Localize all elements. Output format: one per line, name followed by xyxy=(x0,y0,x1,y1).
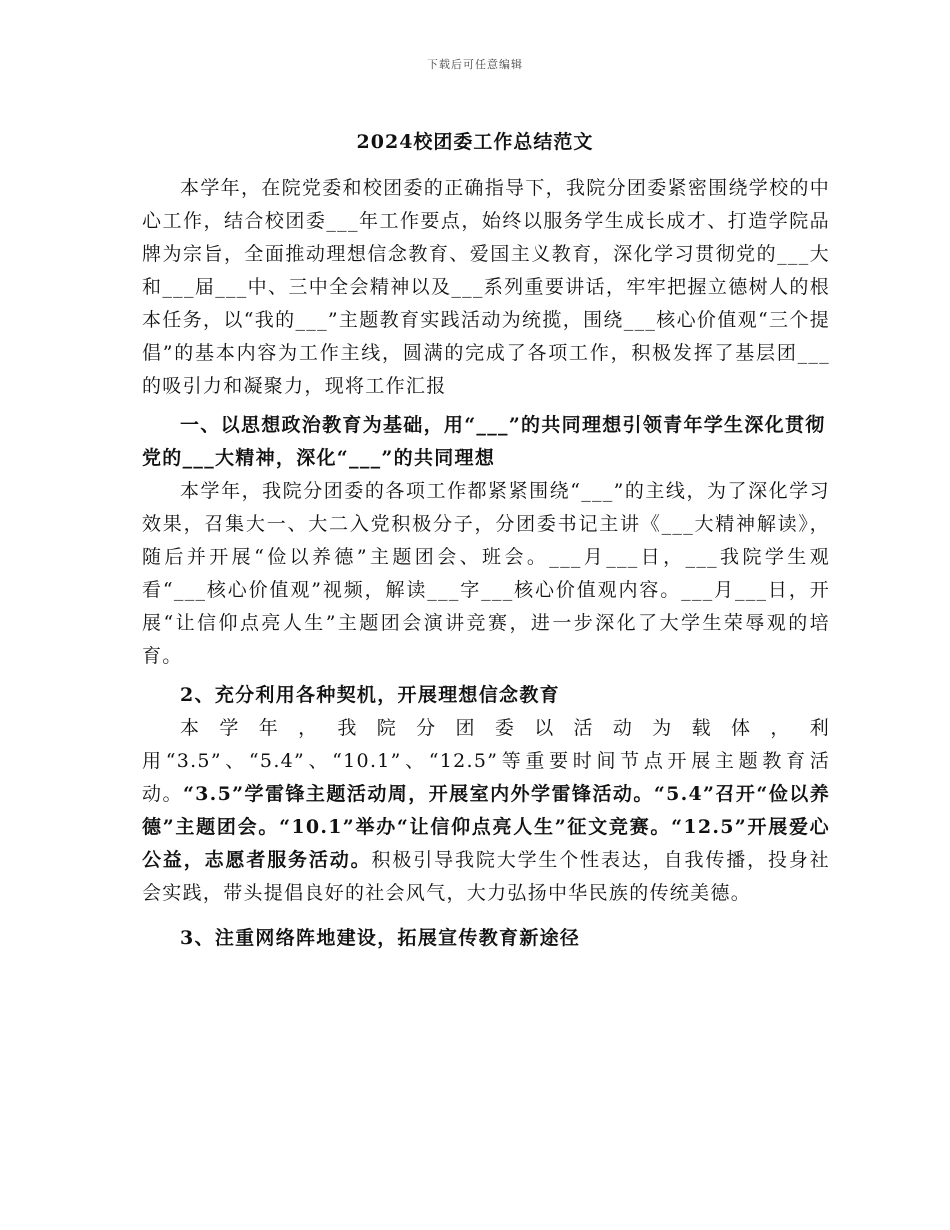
document-body xyxy=(142,172,830,955)
section-heading-1: 一、以思想政治教育为基础，用“___”的共同理想引领青年学生深化贯彻党的___大精神，深化“___”的共同理想 xyxy=(142,414,826,469)
header-note: 下载后可任意编辑 xyxy=(427,58,523,71)
section-2-paragraph xyxy=(142,712,830,910)
document-title: 2024校团委工作总结范文 xyxy=(356,131,594,153)
section-2-text-c: 积极引导我院大学生个性表达，自我传播，投身社会实践，带头提倡良好的社会风气，大力弘扬中华民族的传统美德。 xyxy=(142,849,830,904)
section-2-text-a: 本学年，我院分团委以活动为载体，利用“3.5”、“5.4”、“10.1”、“12.5”等重要时间节点开展主题教育活动。 xyxy=(142,717,830,805)
section-heading-3: 3、注重网络阵地建设，拓展宣传教育新途径 xyxy=(180,927,581,949)
intro-paragraph: 本学年，在院党委和校团委的正确指导下，我院分团委紧密围绕学校的中心工作，结合校团委___年工作要点，始终以服务学生成长成才、打造学院品牌为宗旨，全面推动理想信念教育、爱国主义教育，深化学习贯彻党的___大和___届___中、三中全会精神以及___系列重要讲话，牢牢把握立德树人的根本任务，以“我的___”主题教育实践活动为统揽，围绕___核心价值观“三个提倡”的基本内容为工作主线，圆满的完成了各项工作，积极发挥了基层团___的吸引力和凝聚力，现将工作汇报 xyxy=(142,177,830,397)
section-1-paragraph: 本学年，我院分团委的各项工作都紧紧围绕“___”的主线，为了深化学习效果，召集大一、大二入党积极分子，分团委书记主讲《___大精神解读》，随后并开展“俭以养德”主题团会、班会。___月___日，___我院学生观看“___核心价值观”视频，解读___字___核心价值观内容。___月___日，开展“让信仰点亮人生”主题团会演讲竞赛，进一步深化了大学生荣辱观的培育。 xyxy=(142,480,830,667)
section-2-text-bold: “3.5”学雷锋主题活动周，开展室内外学雷锋活动。“5.4”召开“俭以养德”主题团会。“10.1”举办“让信仰点亮人生”征文竞赛。“12.5”开展爱心公益，志愿者服务活动。 xyxy=(142,783,830,871)
section-heading-2: 2、充分利用各种契机，开展理想信念教育 xyxy=(180,684,560,706)
